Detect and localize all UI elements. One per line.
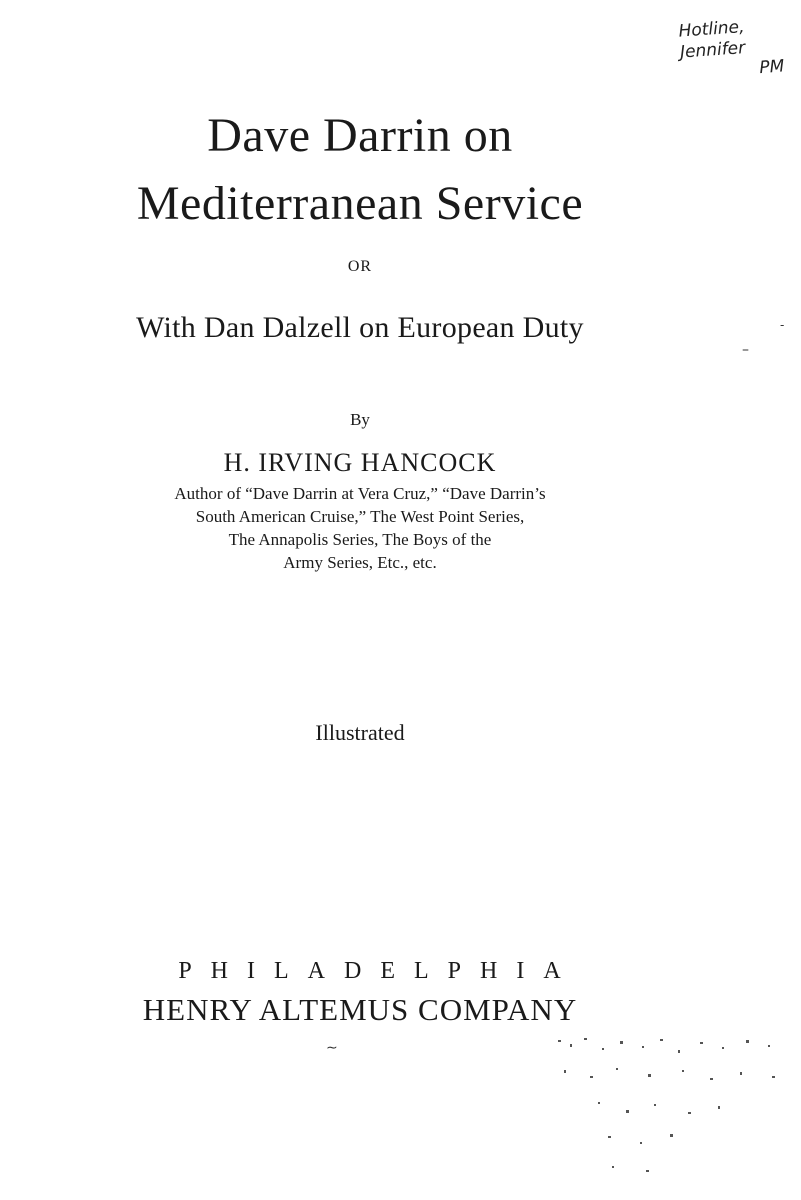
handwritten-note <box>678 14 785 84</box>
credits-line: South American Cruise,” The West Point Series, <box>195 507 525 526</box>
by-label: By <box>350 410 370 429</box>
note-line: PM <box>758 56 785 79</box>
credits-line: Author of “Dave Darrin at Vera Cruz,” “Dave Darrin’s <box>174 484 546 503</box>
title-line-2: Mediterranean Service <box>136 177 584 230</box>
imprint-city: PHILADELPHIA <box>178 958 580 984</box>
author-credits <box>0 482 720 574</box>
publisher-name: HENRY ALTEMUS COMPANY <box>142 992 578 1027</box>
credits-line: Army Series, Etc., etc. <box>283 553 437 572</box>
title-line-1: Dave Darrin on <box>207 109 513 162</box>
illustrated-note: Illustrated <box>315 720 405 745</box>
or-separator: OR <box>347 258 373 275</box>
author-name: H. IRVING HANCOCK <box>223 448 497 477</box>
note-line: Hotline, <box>677 17 746 42</box>
note-line: Jennifer <box>679 38 746 63</box>
scan-mark: – <box>742 342 749 358</box>
subtitle: With Dan Dalzell on European Duty <box>136 311 584 344</box>
scan-mark: ∼ <box>326 1040 338 1056</box>
scan-mark: - <box>780 318 785 332</box>
credits-line: The Annapolis Series, The Boys of the <box>228 530 492 549</box>
library-stamp-mark <box>550 1030 790 1180</box>
